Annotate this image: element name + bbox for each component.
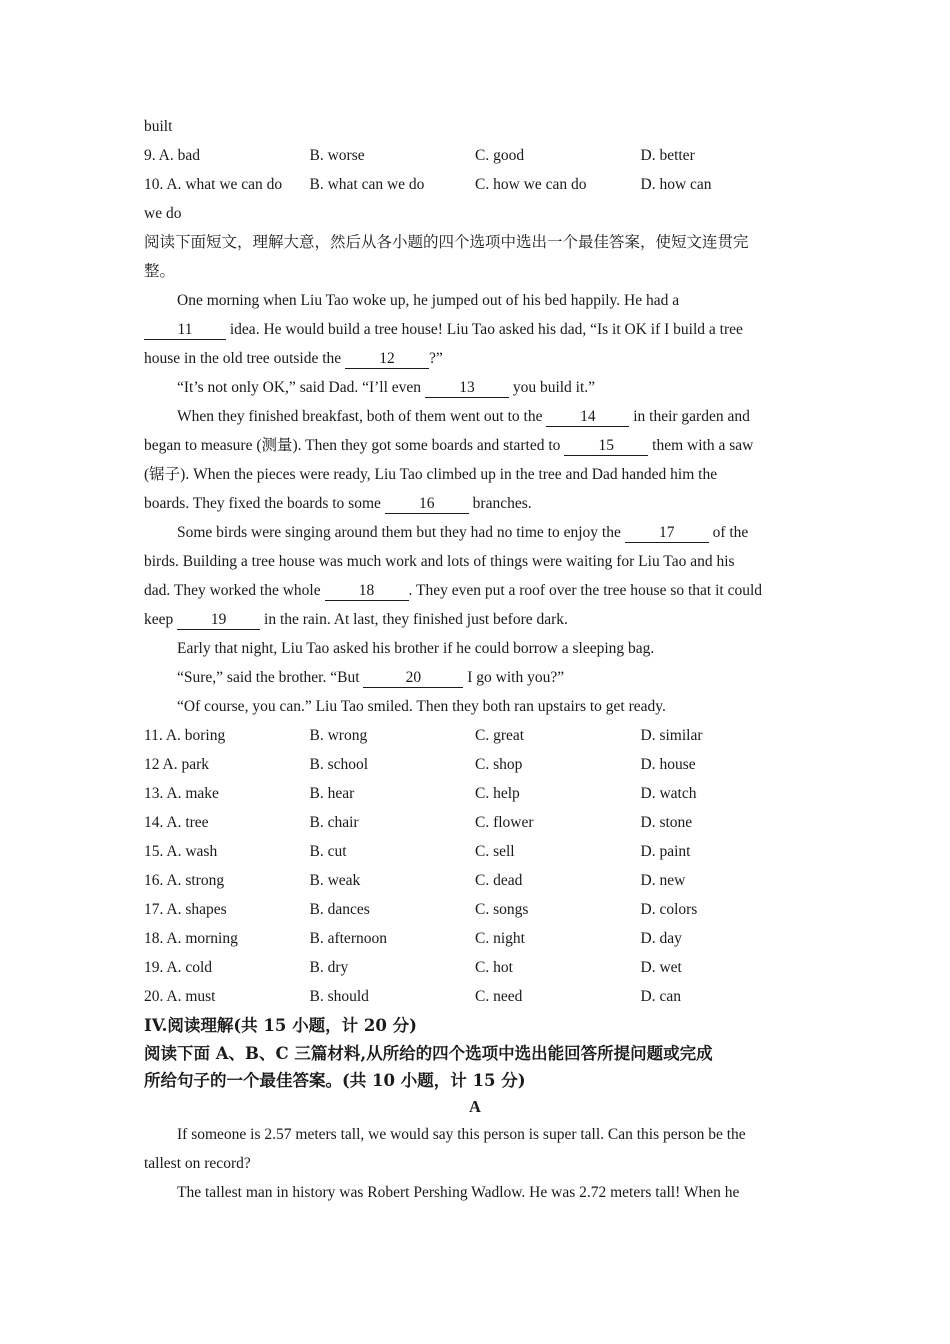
exam-page [144, 112, 806, 1207]
passage-line: One morning when Liu Tao woke up, he jumped out of his bed happily. He had a [177, 292, 680, 309]
question-options-row [144, 837, 806, 866]
passage-line: When they finished breakfast, both of them went out to the 14 in their garden and [177, 408, 750, 425]
option-b: B. school [309, 756, 369, 773]
passage-line: “It’s not only OK,” said Dad. “I’ll even 13 you build it.” [177, 379, 596, 396]
option-d: D. wet [640, 959, 682, 976]
question-options-row [144, 721, 806, 750]
passage-line: 11 idea. He would build a tree house! Liu Tao asked his dad, “Is it OK if I build a tree [144, 315, 806, 344]
option-b: B. dry [309, 959, 349, 976]
option-c: C. how we can do [475, 176, 587, 193]
top-fragment: built [144, 118, 173, 135]
option-a: 10. A. what we can do [144, 176, 283, 193]
option-c: C. help [475, 785, 520, 802]
passage-line: house in the old tree outside the 12 ?” [144, 350, 443, 367]
option-d: D. better [640, 147, 695, 164]
cloze-options [144, 721, 806, 1011]
passage-line: birds. Building a tree house was much work and lots of things were waiting for Liu Tao and his [144, 553, 735, 570]
option-d: D. how can [640, 176, 712, 193]
option-c: C. flower [475, 814, 534, 831]
passage-line: began to measure (测量). Then they got some boards and started to 15 them with a saw [144, 437, 754, 454]
option-c: C. shop [475, 756, 523, 773]
blank-16: 16 [385, 495, 469, 514]
passage-line: Some birds were singing around them but they had no time to enjoy the 17 of the [177, 524, 749, 541]
reading-line: tallest on record? [144, 1155, 251, 1172]
question-options-row [144, 982, 806, 1011]
cloze-instruction: 阅读下面短文，理解大意，然后从各小题的四个选项中选出一个最佳答案，使短文连贯完 [144, 233, 749, 251]
option-d: D. colors [640, 901, 698, 918]
option-b: B. what can we do [309, 176, 425, 193]
option-a: 20. A. must [144, 988, 216, 1005]
passage-line: keep 19 in the rain. At last, they finished just before dark. [144, 611, 568, 628]
option-c: C. good [475, 147, 525, 164]
option-d: D. can [640, 988, 681, 1005]
option-c: C. songs [475, 901, 529, 918]
option-a: 16. A. strong [144, 872, 225, 889]
option-c: C. sell [475, 843, 515, 860]
option-b: B. weak [309, 872, 361, 889]
reading-line: If someone is 2.57 meters tall, we would say this person is super tall. Can this person be the [177, 1126, 746, 1143]
question-options-row [144, 779, 806, 808]
option-c: C. great [475, 727, 525, 744]
option-c: C. night [475, 930, 525, 947]
option-d: D. watch [640, 785, 697, 802]
option-a: 14. A. tree [144, 814, 209, 831]
question-options-row [144, 750, 806, 779]
passage-line: Early that night, Liu Tao asked his brother if he could borrow a sleeping bag. [177, 640, 655, 657]
option-c: C. dead [475, 872, 523, 889]
blank-17: 17 [625, 524, 709, 543]
option-b: B. worse [309, 147, 365, 164]
question-options-row [144, 924, 806, 953]
option-d: D. stone [640, 814, 693, 831]
passage-line: dad. They worked the whole 18 . They even put a roof over the tree house so that it could [144, 582, 763, 599]
option-a: 19. A. cold [144, 959, 213, 976]
option-d: D. day [640, 930, 682, 947]
blank-15: 15 [564, 437, 648, 456]
question-options-row [144, 953, 806, 982]
option-b: B. wrong [309, 727, 368, 744]
option-b: B. should [309, 988, 369, 1005]
blank-13: 13 [425, 379, 509, 398]
section-instruction: 阅读下面 A、B、C 三篇材料,从所给的四个选项中选出能回答所提问题或完成 所给句子的一个最佳答案。(共 10 小题，计 15 分) [144, 1044, 713, 1090]
option-a: 12 A. park [144, 756, 210, 773]
question-9-options [144, 141, 806, 170]
option-b: B. dances [309, 901, 370, 918]
option-d: D. paint [640, 843, 691, 860]
passage-line: “Of course, you can.” Liu Tao smiled. Then they both ran upstairs to get ready. [177, 698, 666, 715]
cloze-instruction-wrap: 整。 [144, 262, 176, 280]
option-b: B. afternoon [309, 930, 387, 947]
part-label: A [469, 1097, 481, 1116]
reading-line: The tallest man in history was Robert Pershing Wadlow. He was 2.72 meters tall! When he [177, 1184, 740, 1201]
blank-18: 18 [325, 582, 409, 601]
question-10-options [144, 170, 806, 199]
option-b: B. hear [309, 785, 355, 802]
blank-11: 11 [144, 321, 226, 340]
section-heading: IV.阅读理解(共 15 小题，计 20 分) [144, 1016, 417, 1035]
option-c: C. hot [475, 959, 513, 976]
option-d: D. house [640, 756, 696, 773]
blank-20: 20 [363, 669, 463, 688]
question-options-row [144, 895, 806, 924]
option-a: 11. A. boring [144, 727, 226, 744]
passage-line: boards. They fixed the boards to some 16 branches. [144, 495, 532, 512]
option-c: C. need [475, 988, 523, 1005]
option-a: 9. A. bad [144, 147, 200, 164]
blank-19: 19 [177, 611, 260, 630]
option-d-wrap: we do [144, 205, 182, 222]
option-b: B. chair [309, 814, 359, 831]
option-a: 18. A. morning [144, 930, 238, 947]
option-a: 15. A. wash [144, 843, 218, 860]
blank-14: 14 [546, 408, 629, 427]
question-options-row [144, 866, 806, 895]
option-b: B. cut [309, 843, 347, 860]
option-d: D. similar [640, 727, 703, 744]
option-a: 13. A. make [144, 785, 219, 802]
blank-12: 12 [345, 350, 429, 369]
passage-line: (锯子). When the pieces were ready, Liu Tao climbed up in the tree and Dad handed him the [144, 466, 718, 483]
question-options-row [144, 808, 806, 837]
option-a: 17. A. shapes [144, 901, 227, 918]
passage-line: “Sure,” said the brother. “But 20 I go with you?” [177, 669, 565, 686]
option-d: D. new [640, 872, 686, 889]
